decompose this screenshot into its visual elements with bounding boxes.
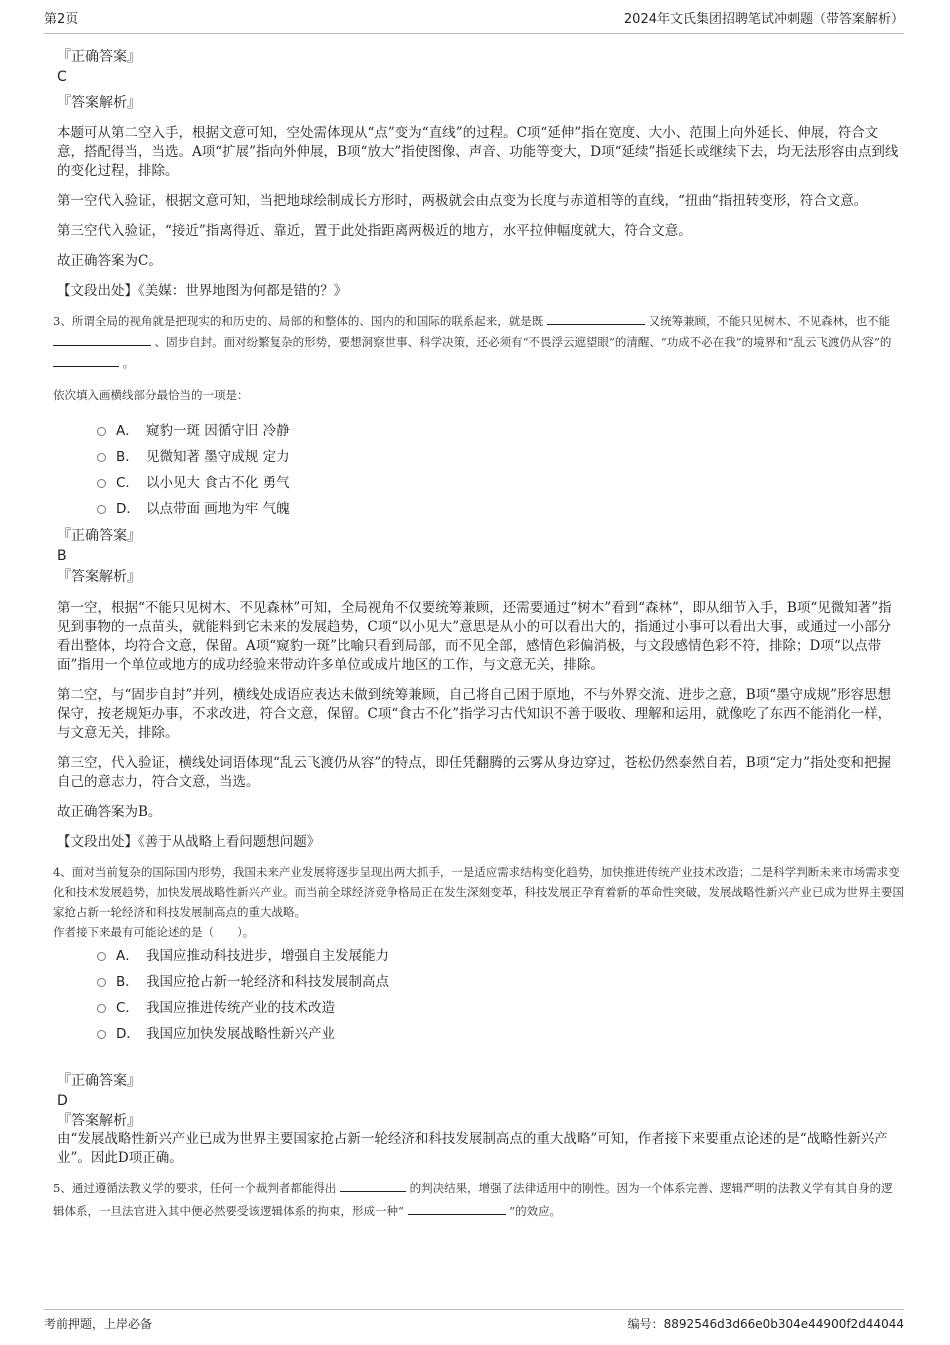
option-letter: D． <box>116 1026 140 1042</box>
radio-icon[interactable] <box>97 1004 106 1013</box>
q3-answer: B <box>57 548 67 564</box>
radio-icon[interactable] <box>97 952 106 961</box>
q2-answer: C <box>57 69 67 85</box>
q3-stem-part-1: 3、所谓全局的视角就是把现实的和历史的、局部的和整体的、国内的和国际的联系起来，就是既 <box>53 314 544 328</box>
q5-stem-part-1: 5、通过遵循法教义学的要求，任何一个裁判者都能得出 <box>53 1181 337 1195</box>
q2-analysis-p3: 第三空代入验证，“接近”指离得近、靠近，置于此处指距离两极近的地方，水平拉伸幅度就大，符合文意。 <box>57 223 692 239</box>
q3-conclusion: 故正确答案为B。 <box>57 804 162 820</box>
q4-option-c[interactable] <box>97 995 904 1021</box>
q3-answer-label: 『正确答案』 <box>57 528 141 544</box>
option-letter: D． <box>116 501 140 517</box>
q3-analysis-p1: 第一空，根据“不能只见树木、不见森林”可知，全局视角不仅要统筹兼顾，还需要通过“树木”看到“森林”，即从细节入手，B项“见微知著”指见到事物的一点苗头，就能料到它未来的发展趋势，C项“以小见大”意思是从小的可以看出大的，指通过小事可以看出大事，或通过一小部分看出整体，均符合文意，保留。A项“窥豹一斑”比喻只看到局部，而不见全部，感情色彩偏消极，与文段感情色彩不符，排除；D项“以点带面”指用一个单位或地方的成功经验来带动许多单位或成片地区的工作，与文意无关，排除。 <box>57 600 892 673</box>
page-header <box>44 8 904 34</box>
q3-analysis-p2: 第二空，与“固步自封”并列，横线处成语应表达未做到统筹兼顾，自己将自己困于原地，不与外界交流、进步之意，B项“墨守成规”形容思想保守，按老规矩办事，不求改进，符合文意，保留。C项“食古不化”指学习古代知识不善于吸收、理解和运用，就像吃了东西不能消化一样，与文意无关，排除。 <box>57 687 892 741</box>
q3-stem <box>53 311 904 374</box>
q3-source: 【文段出处】《善于从战略上看问题想问题》 <box>57 834 321 850</box>
q4-analysis-label: 『答案解析』 <box>57 1113 141 1129</box>
q2-source: 【文段出处】《美媒：世界地图为何都是错的？》 <box>57 283 348 299</box>
q2-analysis-p1: 本题可从第二空入手，根据文意可知，空处需体现从“点”变为“直线”的过程。C项“延伸”指在宽度、大小、范围上向外延长、伸展，符合文意，搭配得当，当选。A项“扩展”指向外伸展，B项“放大”指使图像、声音、功能等变大，D项“延续”指延长或继续下去，均无法形容由点到线的变化过程，排除。 <box>57 125 899 179</box>
q3-option-d[interactable] <box>97 496 904 522</box>
footer-slogan: 考前押题，上岸必备 <box>44 1317 153 1331</box>
option-text: 以点带面 画地为牢 气魄 <box>146 501 290 517</box>
option-letter: C． <box>116 1000 139 1016</box>
q5-blank-1 <box>340 1179 406 1192</box>
option-text: 我国应推动科技进步，增强自主发展能力 <box>146 948 389 964</box>
q4-option-b[interactable] <box>97 969 904 995</box>
document-body <box>53 38 904 1223</box>
option-text: 见微知著 墨守成规 定力 <box>146 449 290 465</box>
q4-analysis-p1: 由“发展战略性新兴产业已成为世界主要国家抢占新一轮经济和科技发展制高点的重大战略”可知，作者接下来要重点论述的是“战略性新兴产业”。因此D项正确。 <box>57 1131 888 1166</box>
q4-stem: 4、面对当前复杂的国际国内形势，我国未来产业发展将逐步呈现出两大抓手，一是适应需求结构变化趋势，加快推进传统产业技术改造；二是科学判断未来市场需求变化和技术发展趋势，加快发展战略性新兴产业。而当前全球经济竞争格局正在发生深刻变革，科技发展正孕育着新的革命性突破，发展战略性新兴产业已成为世界主要国家抢占新一轮经济和科技发展制高点的重大战略。 <box>53 865 904 919</box>
option-text: 我国应抢占新一轮经济和科技发展制高点 <box>146 974 389 990</box>
q2-conclusion: 故正确答案为C。 <box>57 253 162 269</box>
q3-instruction: 依次填入画横线部分最恰当的一项是： <box>53 388 249 402</box>
option-letter: C． <box>116 475 139 491</box>
q3-stem-part-4: 。 <box>122 356 135 370</box>
q5-stem-part-2: 的判决结果，增强了法律适用中的刚性。因为一个体系完善、逻辑严明的法教义学有其自身的逻辑体系，一旦法官进入其中便必然要受该逻辑体系的拘束，形成一种“ <box>53 1181 893 1218</box>
q4-answer-label: 『正确答案』 <box>57 1073 141 1089</box>
radio-icon[interactable] <box>97 427 106 436</box>
option-letter: A． <box>116 948 139 964</box>
radio-icon[interactable] <box>97 978 106 987</box>
q3-stem-part-2: 又统筹兼顾，不能只见树木、不见森林，也不能 <box>648 314 891 328</box>
option-text: 以小见大 食古不化 勇气 <box>146 475 290 491</box>
q2-analysis-label: 『答案解析』 <box>57 95 141 111</box>
radio-icon[interactable] <box>97 453 106 462</box>
q3-stem-part-3: 、固步自封。面对纷繁复杂的形势，要想洞察世事、科学决策，还必须有“不畏浮云遮望眼”的清醒、“功成不必在我”的境界和“乱云飞渡仍从容”的 <box>154 335 892 349</box>
page-number: 第2页 <box>44 12 79 27</box>
q4-instruction: 作者接下来最有可能论述的是（ ）。 <box>53 925 255 939</box>
q3-option-b[interactable] <box>97 444 904 470</box>
option-letter: B． <box>116 449 139 465</box>
q3-options <box>57 418 904 522</box>
q4-answer: D <box>57 1093 68 1109</box>
q3-blank-2 <box>53 333 151 346</box>
q3-analysis-p3: 第三空，代入验证，横线处词语体现“乱云飞渡仍从容”的特点，即任凭翻腾的云雾从身边穿过，苍松仍然泰然自若，B项“定力”指处变和把握自己的意志力，符合文意，当选。 <box>57 755 892 790</box>
option-text: 我国应加快发展战略性新兴产业 <box>146 1026 335 1042</box>
q3-analysis-label: 『答案解析』 <box>57 569 141 585</box>
option-text: 窥豹一斑 因循守旧 冷静 <box>146 423 290 439</box>
option-text: 我国应推进传统产业的技术改造 <box>146 1000 335 1016</box>
q3-option-c[interactable] <box>97 470 904 496</box>
radio-icon[interactable] <box>97 1030 106 1039</box>
radio-icon[interactable] <box>97 479 106 488</box>
option-letter: A． <box>116 423 139 439</box>
q3-blank-1 <box>547 312 645 325</box>
q3-option-a[interactable] <box>97 418 904 444</box>
q3-blank-3 <box>53 354 119 367</box>
page-footer <box>44 1309 904 1337</box>
q4-options <box>57 943 904 1047</box>
document-id: 编号：8892546d3d66e0b304e44900f2d44044 <box>627 1317 904 1331</box>
q2-analysis-p2: 第一空代入验证，根据文意可知，当把地球绘制成长方形时，两极就会由点变为长度与赤道相等的直线，“扭曲”指扭转变形，符合文意。 <box>57 193 868 209</box>
q4-option-d[interactable] <box>97 1021 904 1047</box>
radio-icon[interactable] <box>97 505 106 514</box>
option-letter: B． <box>116 974 139 990</box>
q5-stem-part-3: ”的效应。 <box>509 1204 562 1218</box>
q2-answer-label: 『正确答案』 <box>57 49 141 65</box>
document-title: 2024年文氏集团招聘笔试冲刺题（带答案解析） <box>623 12 904 27</box>
q5-stem <box>53 1177 904 1223</box>
q4-option-a[interactable] <box>97 943 904 969</box>
q5-blank-2 <box>408 1202 506 1215</box>
